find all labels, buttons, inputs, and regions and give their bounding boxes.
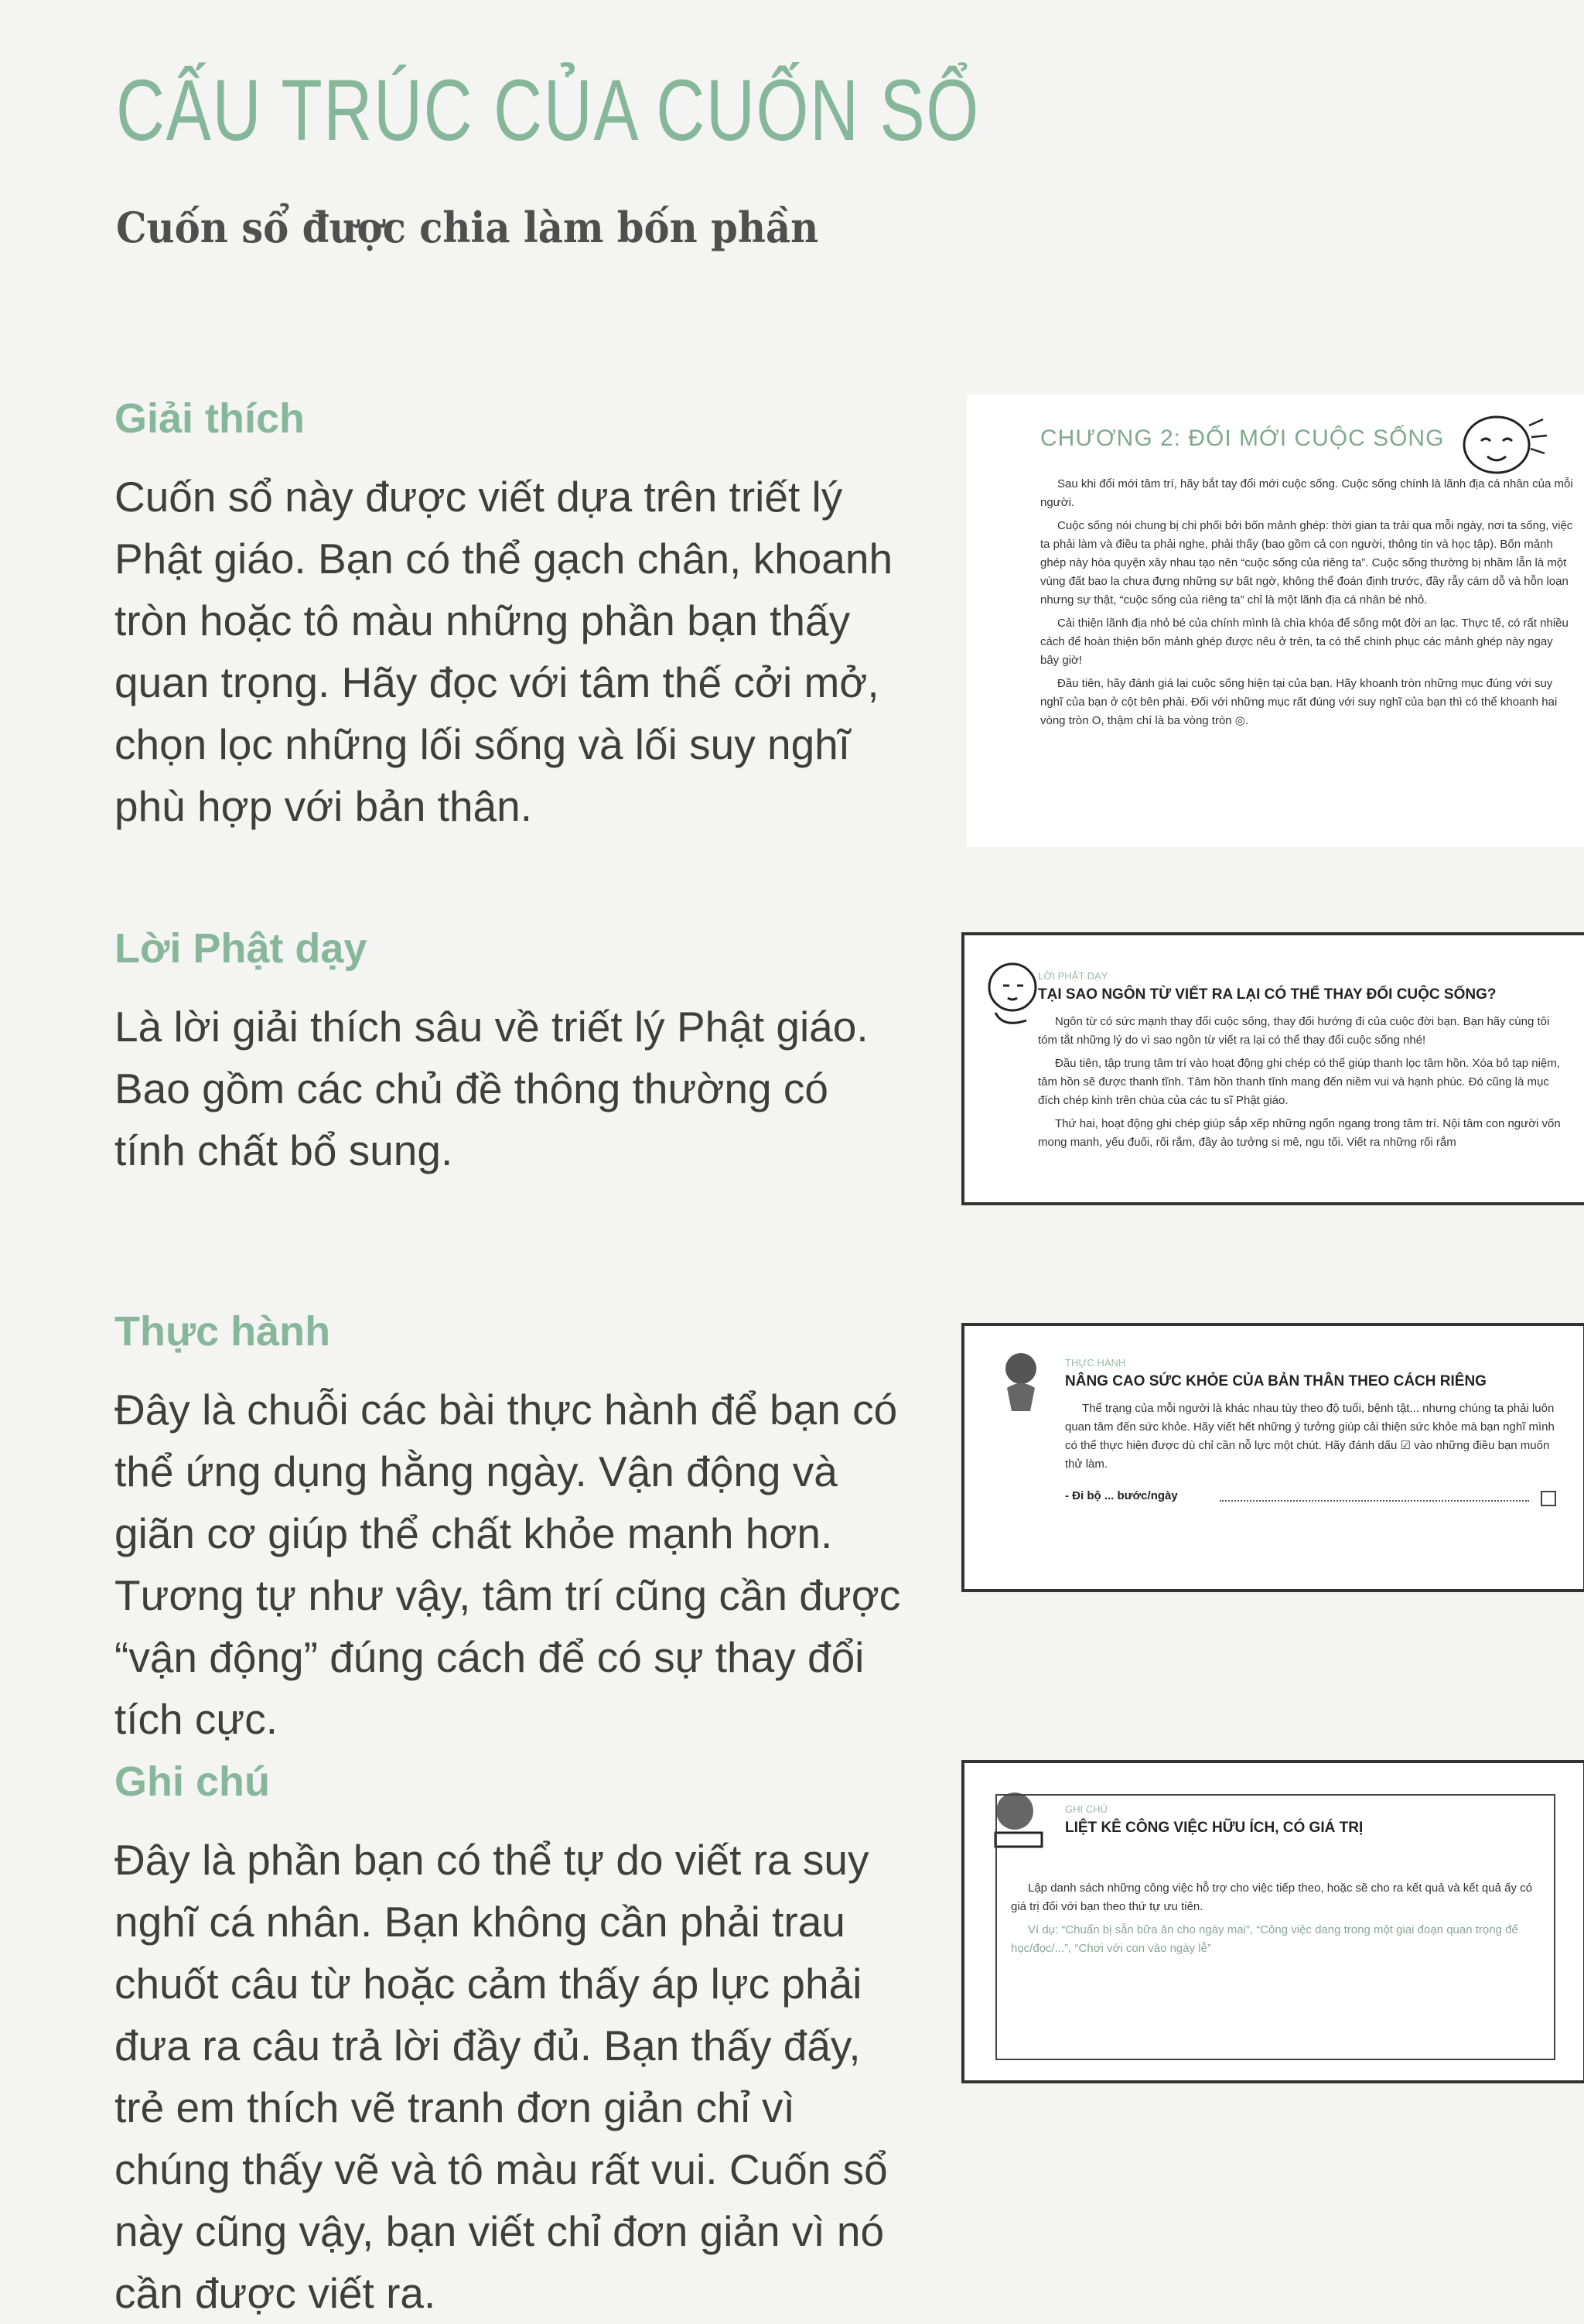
- section-body: Đây là chuỗi các bài thực hành để bạn có thể ứng dụng hằng ngày. Vận động và giãn cơ giúp thể chất khỏe mạnh hơn. Tương tự như vậy, tâm trí cũng cần được “vận động” đúng cách để có sự thay đổi tích cực.: [114, 1386, 901, 1743]
- practice-item-line: [1220, 1500, 1529, 1502]
- section-heading: Lời Phật dạy: [114, 925, 367, 972]
- thumbnail-chapter-page: [967, 395, 1584, 847]
- section-buddha-teaching: [114, 924, 903, 1181]
- buddha-heading: TẠI SAO NGÔN TỪ VIẾT RA LẠI CÓ THỂ THAY ĐỔI CUỘC SỐNG?: [1038, 986, 1497, 1003]
- notes-heading: LIỆT KÊ CÔNG VIỆC HỮU ÍCH, CÓ GIÁ TRỊ: [1065, 1820, 1364, 1836]
- buddha-paragraph: Ngôn từ có sức mạnh thay đổi cuộc sống, thay đổi hướng đi của cuộc đời bạn. Bạn hãy cùng tôi tóm tắt những lý do vì sao ngôn từ viết ra lại có thể thay đổi cuộc sống nhé!: [1038, 1015, 1550, 1047]
- section-heading: Ghi chú: [114, 1758, 270, 1805]
- thumbnail-buddha-teaching: [961, 932, 1584, 1205]
- chapter-paragraph: Đầu tiên, hãy đánh giá lại cuộc sống hiện tại của bạn. Hãy khoanh tròn những mục đúng với suy nghĩ của bạn ở cột bên phải. Đối với những mục rất đúng với suy nghĩ của bạn thì có thể khoanh hai vòng tròn O, thậm chí là ba vòng tròn ◎.: [1040, 677, 1558, 727]
- section-body: Cuốn sổ này được viết dựa trên triết lý Phật giáo. Bạn có thể gạch chân, khoanh tròn hoặc tô màu những phần bạn thấy quan trọng. Hãy đọc với tâm thế cởi mở, chọn lọc những lối sống và lối suy nghĩ phù hợp với bản thân.: [114, 473, 893, 830]
- section-notes: [114, 1758, 903, 2324]
- section-heading: Thực hành: [114, 1308, 331, 1355]
- practice-checkbox[interactable]: [1541, 1491, 1556, 1506]
- page-title: CẤU TRÚC CỦA CUỐN SỔ: [116, 62, 980, 159]
- buddha-paragraph: Đầu tiên, tập trung tâm trí vào hoạt động ghi chép có thể giúp thanh lọc tâm hồn. Xóa bỏ tạp niệm, tâm hồn sẽ được thanh tĩnh. Tâm hồn thanh tĩnh mang đến niềm vui và hạnh phúc. Đó cũng là mục đích chép kinh trên chùa của các tu sĩ Phật giáo.: [1038, 1057, 1560, 1107]
- section-practice: [114, 1307, 903, 1750]
- chapter-paragraph: Cải thiện lãnh địa nhỏ bé của chính mình là chìa khóa để sống một đời an lạc. Thực tế, có rất nhiều cách để hoàn thiện bốn mảnh ghép được nêu ở trên, ta có thể chinh phục các mảnh ghép này ngay bây giờ!: [1040, 617, 1569, 667]
- chapter-title: CHƯƠNG 2: ĐỔI MỚI CUỘC SỐNG: [1040, 425, 1445, 451]
- section-body: Đây là phần bạn có thể tự do viết ra suy nghĩ cá nhân. Bạn không cần phải trau chuốt câu từ hoặc cảm thấy áp lực phải đưa ra câu trả lời đầy đủ. Bạn thấy đấy, trẻ em thích vẽ tranh đơn giản chỉ vì chúng thấy vẽ và tô màu rất vui. Cuốn sổ này cũng vậy, bạn viết chỉ đơn giản vì nó cần được viết ra.: [114, 1836, 888, 2317]
- section-body: Là lời giải thích sâu về triết lý Phật giáo. Bao gồm các chủ đề thông thường có tính chất bổ sung.: [114, 1003, 869, 1174]
- section-heading: Giải thích: [114, 395, 306, 442]
- buddha-kicker: LỜI PHẬT DẠY: [1038, 970, 1108, 982]
- practice-heading: NÂNG CAO SỨC KHỎE CỦA BẢN THÂN THEO CÁCH RIÊNG: [1065, 1373, 1487, 1389]
- monk-exercise-icon: [992, 1345, 1053, 1415]
- practice-body: Thể trạng của mỗi người là khác nhau tùy theo độ tuổi, bệnh tật... nhưng chúng ta phải luôn quan tâm đến sức khỏe. Hãy viết hết những ý tưởng giúp cải thiện sức khỏe mà bạn nghĩ mình có thể thực hiện được dù chỉ cần nỗ lực một chút. Hãy đánh dấu ☑ vào những điều bạn muốn thử làm.: [1065, 1402, 1555, 1471]
- practice-item-label: - Đi bộ ... bước/ngày: [1065, 1489, 1178, 1502]
- thumbnail-practice: [961, 1323, 1584, 1592]
- buddha-paragraph: Thứ hai, hoạt động ghi chép giúp sắp xếp những ngổn ngang trong tâm trí. Nội tâm con người vốn mong manh, yếu đuối, rối rắm, đầy ảo tưởng si mê, ngu tối. Viết ra những rối rắm: [1038, 1117, 1561, 1149]
- notes-body: Lập danh sách những công việc hỗ trợ cho việc tiếp theo, hoặc sẽ cho ra kết quả và kết quả ấy có giá trị đối với bạn theo thứ tự ưu tiên.: [1011, 1881, 1532, 1913]
- notes-example: Ví dụ: “Chuẩn bị sẵn bữa ăn cho ngày mai”, “Công việc dang trong một giai đoạn quan trọng để học/đọc/...”, “Chơi với con vào ngày lễ”: [1011, 1923, 1518, 1955]
- practice-kicker: THỰC HÀNH: [1065, 1357, 1126, 1369]
- section-explanation: [114, 395, 903, 837]
- notes-kicker: GHI CHÚ: [1065, 1803, 1108, 1815]
- chapter-paragraph: Cuộc sống nói chung bị chi phối bởi bốn mảnh ghép: thời gian ta trải qua mỗi ngày, nơi ta sống, việc ta phải làm và điều ta phải nghe, phải thấy (bao gồm cả con người, thông tin và học tập). Bốn mảnh ghép này hòa quyện xây nhau tạo nên “cuộc sống của riêng ta”. Cuộc sống thường bị nhầm lẫn là một vùng đất bao la chưa đựng những sự bất ngờ, không thể đoán định trước, đầy rẫy cám dỗ và hỗn loạn nhưng sự thật, “cuộc sống của riêng ta” chỉ là một lãnh địa cá nhân bé nhỏ.: [1040, 519, 1573, 607]
- page-subtitle: Cuốn sổ được chia làm bốn phần: [116, 203, 819, 252]
- chapter-paragraph: Sau khi đổi mới tâm trí, hãy bắt tay đổi mới cuộc sống. Cuộc sống chính là lãnh địa cá nhân của mỗi người.: [1040, 477, 1573, 509]
- thumbnail-notes: [961, 1760, 1584, 2083]
